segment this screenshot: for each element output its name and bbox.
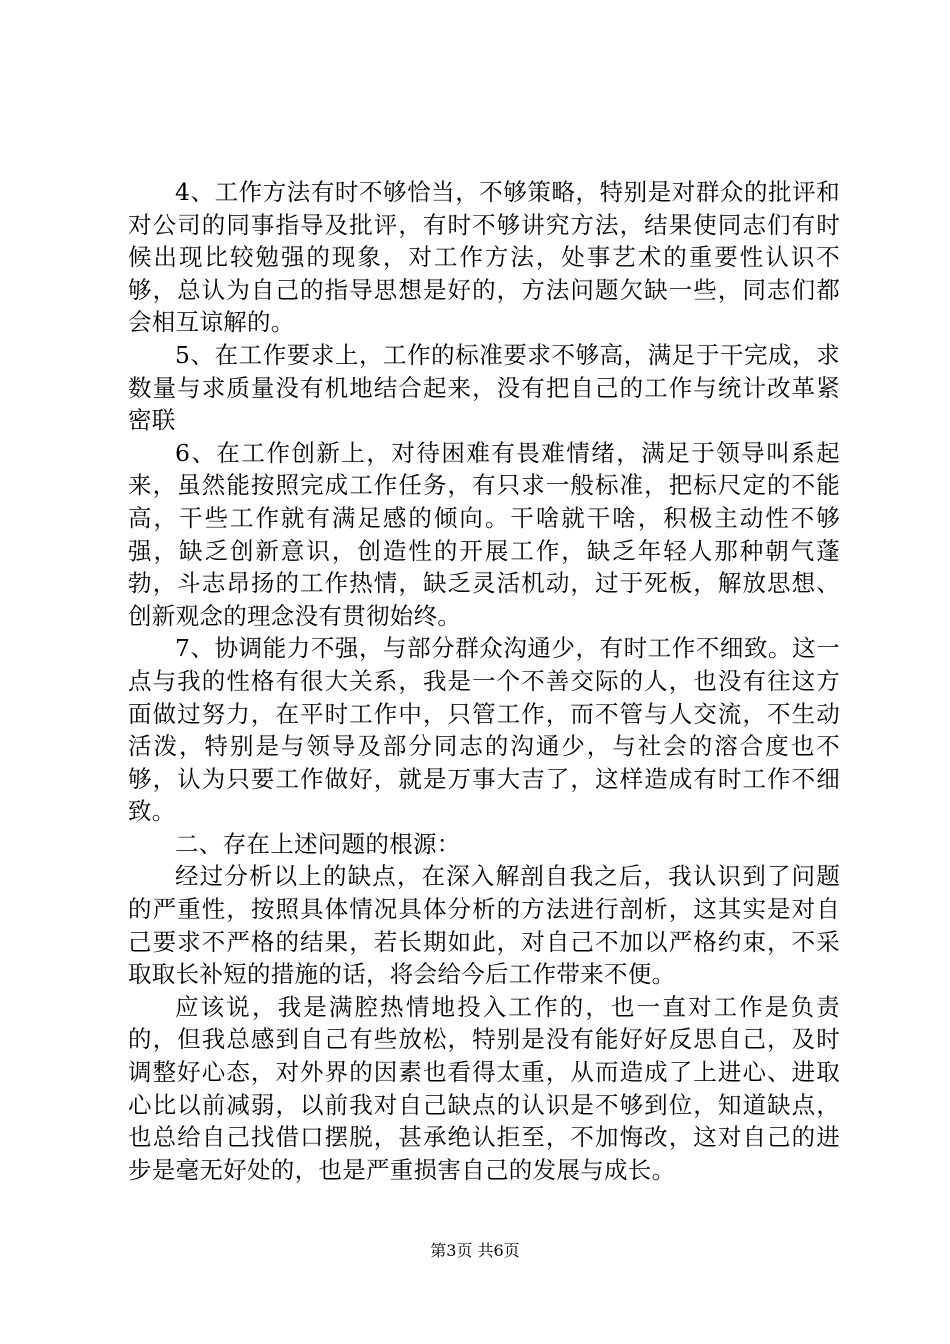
page-number-footer: 第3页 共6页: [430, 1241, 520, 1260]
paragraph-item-5: 5、在工作要求上，工作的标准要求不够高，满足于干完成，求数量与求质量没有机地结合起来，没有把自己的工作与统计改革紧密联: [128, 340, 840, 435]
paragraph-item-4: 4、工作方法有时不够恰当，不够策略，特别是对群众的批评和对公司的同事指导及批评，有时不够讲究方法，结果使同志们有时候出现比较勉强的现象，对工作方法，处事艺术的重要性认识不够，总认为自己的指导思想是好的，方法问题欠缺一些，同志们都会相互谅解的。: [128, 178, 840, 337]
paragraph-item-6: 6、在工作创新上，对待困难有畏难情绪，满足于领导叫系起来，虽然能按照完成工作任务，有只求一般标准，把标尺定的不能高，干些工作就有满足感的倾向。干啥就干啥，积极主动性不够强，缺乏创新意识，创造性的开展工作，缺乏年轻人那种朝气蓬勃，斗志昂扬的工作热情，缺乏灵活机动，过于死板，解放思想、创新观念的理念没有贯彻始终。: [128, 438, 840, 630]
paragraph-reflection: 应该说，我是满腔热情地投入工作的，也一直对工作是负责的，但我总感到自己有些放松，特别是没有能好好反思自己，及时调整好心态，对外界的因素也看得太重，从而造成了上进心、进取心比以前减弱，以前我对自己缺点的认识是不够到位，知道缺点，也总给自己找借口摆脱，甚承绝认拒至，不加悔改，这对自己的进步是毫无好处的，也是严重损害自己的发展与成长。: [128, 992, 840, 1184]
document-body: [128, 176, 840, 1186]
paragraph-analysis: 经过分析以上的缺点，在深入解剖自我之后，我认识到了问题的严重性，按照具体情况具体分析的方法进行剖析，这其实是对自己要求不严格的结果，若长期如此，对自己不加以严格约束，不采取取长补短的措施的话，将会给今后工作带来不便。: [128, 862, 840, 989]
section-heading-root-causes: 二、存在上述问题的根源：: [175, 829, 461, 858]
paragraph-item-7: 7、协调能力不强，与部分群众沟通少，有时工作不细致。这一点与我的性格有很大关系，我是一个不善交际的人，也没有往这方面做过努力，在平时工作中，只管工作，而不管与人交流，不生动活泼，特别是与领导及部分同志的沟通少，与社会的溶合度也不够，认为只要工作做好，就是万事大吉了，这样造成有时工作不细致。: [128, 634, 840, 826]
